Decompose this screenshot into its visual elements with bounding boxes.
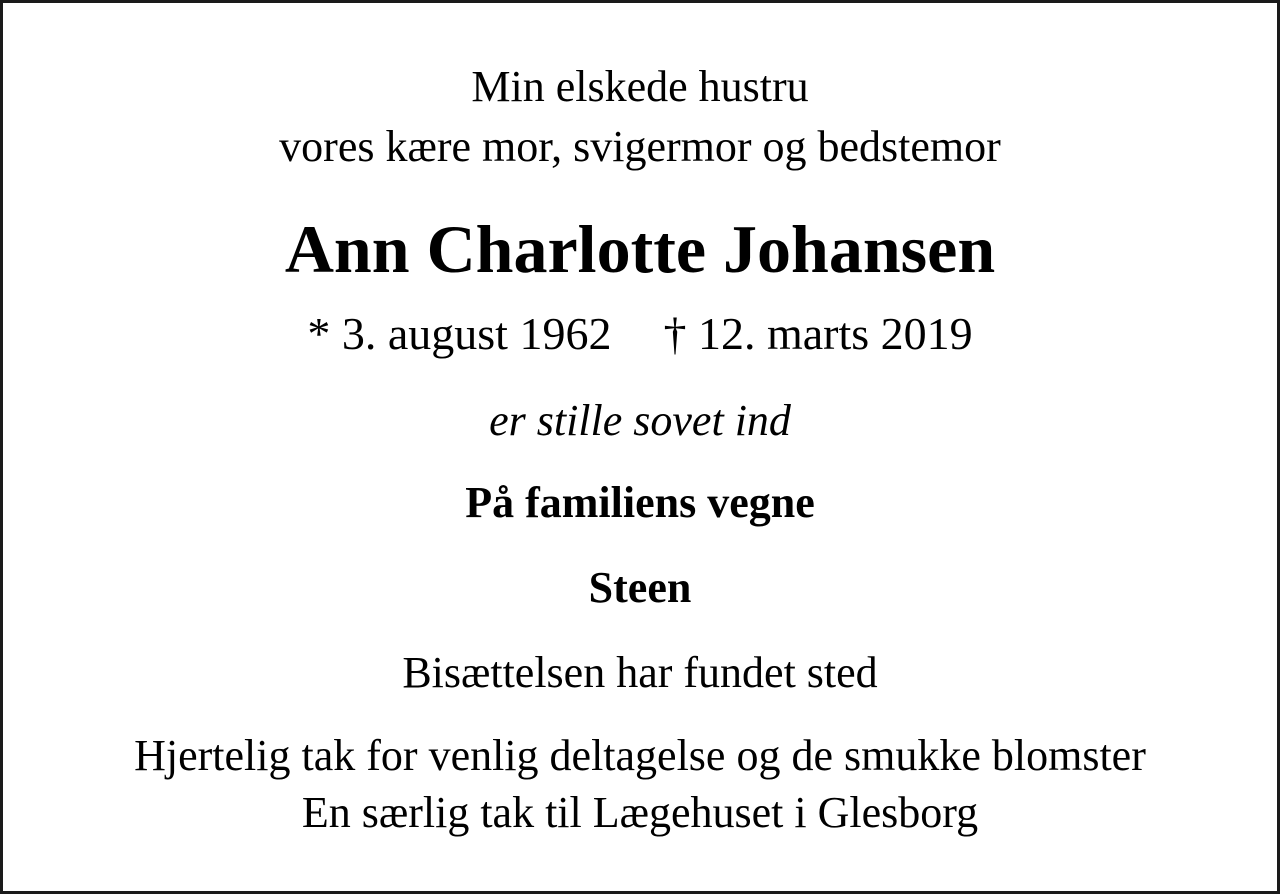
- funeral-text: Bisættelsen har fundet sted: [402, 648, 878, 697]
- thanks-line-2: En særlig tak til Lægehuset i Glesborg: [301, 788, 979, 837]
- birth-date: * 3. august 1962: [307, 308, 612, 359]
- life-dates: [3, 308, 1277, 359]
- on-behalf-text: På familiens vegne: [465, 478, 815, 527]
- signer-name: Steen: [588, 563, 692, 612]
- intro-line-1: Min elskede hustru: [471, 62, 809, 111]
- deceased-name: Ann Charlotte Johansen: [284, 211, 996, 287]
- intro-line-2: vores kære mor, svigermor og bedstemor: [279, 122, 1001, 171]
- death-date: † 12. marts 2019: [663, 308, 973, 359]
- thanks-line-1: Hjertelig tak for venlig deltagelse og de smukke blomster: [134, 731, 1146, 780]
- passing-text: er stille sovet ind: [489, 396, 791, 445]
